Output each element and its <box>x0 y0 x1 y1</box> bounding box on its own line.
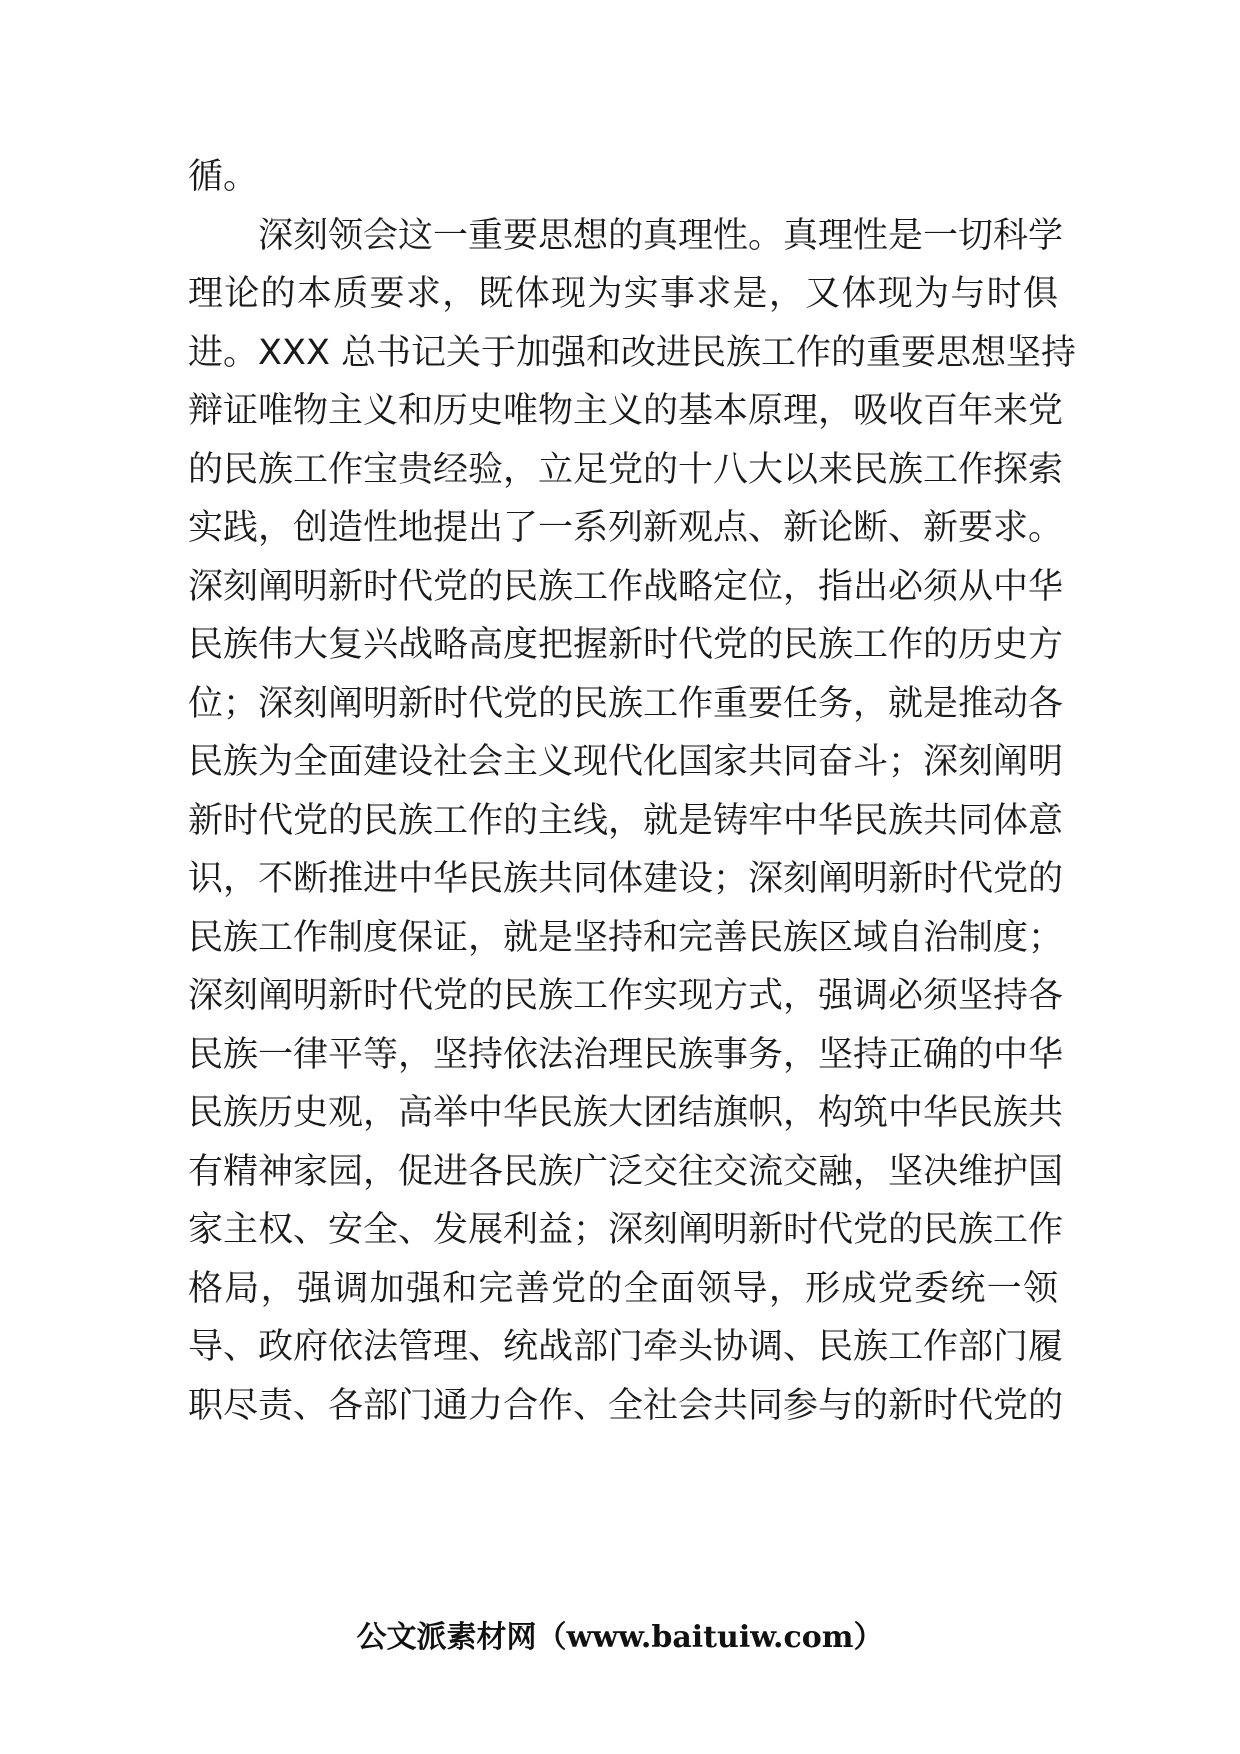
text-line-10: 位；深刻阐明新时代党的民族工作重要任务，就是推动各 <box>188 684 1064 724</box>
text-line-20: 格局，强调加强和完善党的全面领导，形成党委统一领 <box>188 1269 1058 1309</box>
text-line-11: 民族为全面建设社会主义现代化国家共同奋斗；深刻阐明 <box>188 742 1064 782</box>
text-line-2: 深刻领会这一重要思想的真理性。真理性是一切科学 <box>258 216 1064 256</box>
text-line-18: 有精神家园，促进各民族广泛交往交流交融，坚决维护国 <box>188 1152 1064 1192</box>
text-line-14: 民族工作制度保证，就是坚持和完善民族区域自治制度； <box>188 918 1064 958</box>
text-line-21: 导、政府依法管理、统战部门牵头协调、民族工作部门履 <box>188 1327 1064 1367</box>
text-line-5: 辩证唯物主义和历史唯物主义的基本原理，吸收百年来党 <box>188 391 1064 431</box>
text-line-3: 理论的本质要求，既体现为实事求是，又体现为与时俱 <box>188 274 1058 314</box>
text-line-12: 新时代党的民族工作的主线，就是铸牢中华民族共同体意 <box>188 801 1064 841</box>
text-line-4: 进。XXX 总书记关于加强和改进民族工作的重要思想坚持 <box>188 333 1077 373</box>
text-line-1: 循。 <box>188 157 259 197</box>
text-line-7: 实践，创造性地提出了一系列新观点、新论断、新要求。 <box>188 508 1064 548</box>
text-line-9: 民族伟大复兴战略高度把握新时代党的民族工作的历史方 <box>188 625 1064 665</box>
text-line-15: 深刻阐明新时代党的民族工作实现方式，强调必须坚持各 <box>188 976 1064 1016</box>
text-line-16: 民族一律平等，坚持依法治理民族事务，坚持正确的中华 <box>188 1035 1064 1075</box>
text-line-8: 深刻阐明新时代党的民族工作战略定位，指出必须从中华 <box>188 567 1064 607</box>
text-line-13: 识，不断推进中华民族共同体建设；深刻阐明新时代党的 <box>188 859 1064 899</box>
footer-source: 公文派素材网（www.baituiw.com） <box>356 1620 884 1655</box>
text-line-19: 家主权、安全、发展利益；深刻阐明新时代党的民族工作 <box>188 1210 1064 1250</box>
text-line-17: 民族历史观，高举中华民族大团结旗帜，构筑中华民族共 <box>188 1093 1064 1133</box>
text-line-6: 的民族工作宝贵经验，立足党的十八大以来民族工作探索 <box>188 450 1064 490</box>
text-line-22: 职尽责、各部门通力合作、全社会共同参与的新时代党的 <box>188 1386 1064 1426</box>
